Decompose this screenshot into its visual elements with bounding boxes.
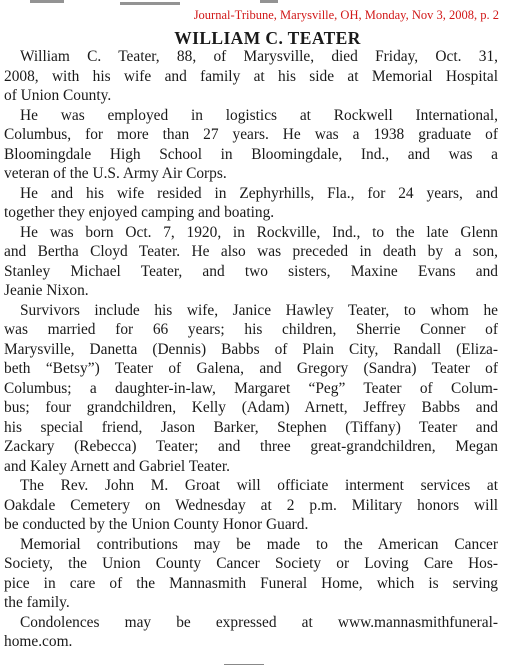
text-line: Society, the Union County Cancer Society or Loving Care Hos-: [4, 555, 498, 572]
text-line: Zackary (Rebecca) Teater; and three great-grandchildren, Megan: [4, 438, 498, 455]
obituary-paragraph: [4, 301, 498, 477]
obituary-paragraph: [4, 476, 498, 535]
text-line: He was born Oct. 7, 1920, in Rockville, Ind., to the late Glenn: [20, 223, 498, 241]
signature-mark: [220, 655, 264, 668]
obituary-paragraph: [4, 47, 498, 106]
text-line: his special friend, Jason Barker, Stephen (Tiffany) Teater and: [4, 418, 498, 436]
text-line: William C. Teater, 88, of Marysville, died Friday, Oct. 31,: [20, 48, 498, 65]
text-line: Marysville, Danetta (Dennis) Babbs of Plain City, Randall (Eliza-: [4, 340, 498, 358]
text-line: veteran of the U.S. Army Air Corps.: [4, 165, 227, 182]
obituary-paragraph: [4, 535, 498, 613]
text-line: together they enjoyed camping and boating.: [4, 204, 275, 221]
text-line: pice in care of the Mannasmith Funeral Home, which is serving: [4, 574, 498, 592]
obituary-paragraph: [4, 223, 498, 301]
text-line: Oakdale Cemetery on Wednesday at 2 p.m. Military honors will: [4, 496, 498, 514]
text-line: 2008, with his wife and family at his side at Memorial Hospital: [4, 67, 498, 85]
text-line: and Bertha Cloyd Teater. He also was preceded in death by a son,: [4, 243, 498, 260]
text-line: beth “Betsy”) Teater of Galena, and Gregory (Sandra) Teater of: [4, 360, 498, 377]
text-line: He and his wife resided in Zephyrhills, Fla., for 24 years, and: [20, 184, 498, 202]
obituary-paragraph: [4, 613, 498, 652]
text-line: Survivors include his wife, Janice Hawley Teater, to whom he: [20, 301, 498, 319]
text-line: of Union County.: [4, 87, 112, 104]
text-line: Columbus, for more than 27 years. He was a 1938 graduate of: [4, 126, 498, 143]
text-line: Condolences may be expressed at www.mannasmithfuneral-: [20, 613, 498, 631]
source-citation: Journal-Tribune, Marysville, OH, Monday, Nov 3, 2008, p. 2: [193, 8, 499, 22]
text-line: bus; four grandchildren, Kelly (Adam) Arnett, Jeffrey Babbs and: [4, 399, 498, 416]
text-line: Columbus; a daughter-in-law, Margaret “Peg” Teater of Colum-: [4, 379, 498, 397]
obituary-paragraph: [4, 106, 498, 184]
text-line: He was employed in logistics at Rockwell International,: [20, 106, 498, 124]
text-line: home.com.: [4, 633, 73, 650]
obituary-title: WILLIAM C. TEATER: [174, 28, 361, 48]
text-line: Bloomingdale High School in Bloomingdale, Ind., and was a: [4, 145, 498, 163]
obituary-paragraph: [4, 184, 498, 223]
text-line: was married for 66 years; his children, Sherrie Conner of: [4, 321, 498, 338]
text-line: the family.: [4, 594, 70, 611]
text-line: Jeanie Nixon.: [4, 282, 89, 299]
text-line: and Kaley Arnett and Gabriel Teater.: [4, 457, 230, 475]
text-line: The Rev. John M. Groat will officiate interment services at: [20, 477, 498, 494]
text-line: be conducted by the Union County Honor Guard.: [4, 516, 309, 533]
obituary-body: [4, 47, 498, 652]
text-line: Memorial contributions may be made to the American Cancer: [20, 535, 498, 553]
text-line: Stanley Michael Teater, and two sisters, Maxine Evans and: [4, 262, 498, 280]
